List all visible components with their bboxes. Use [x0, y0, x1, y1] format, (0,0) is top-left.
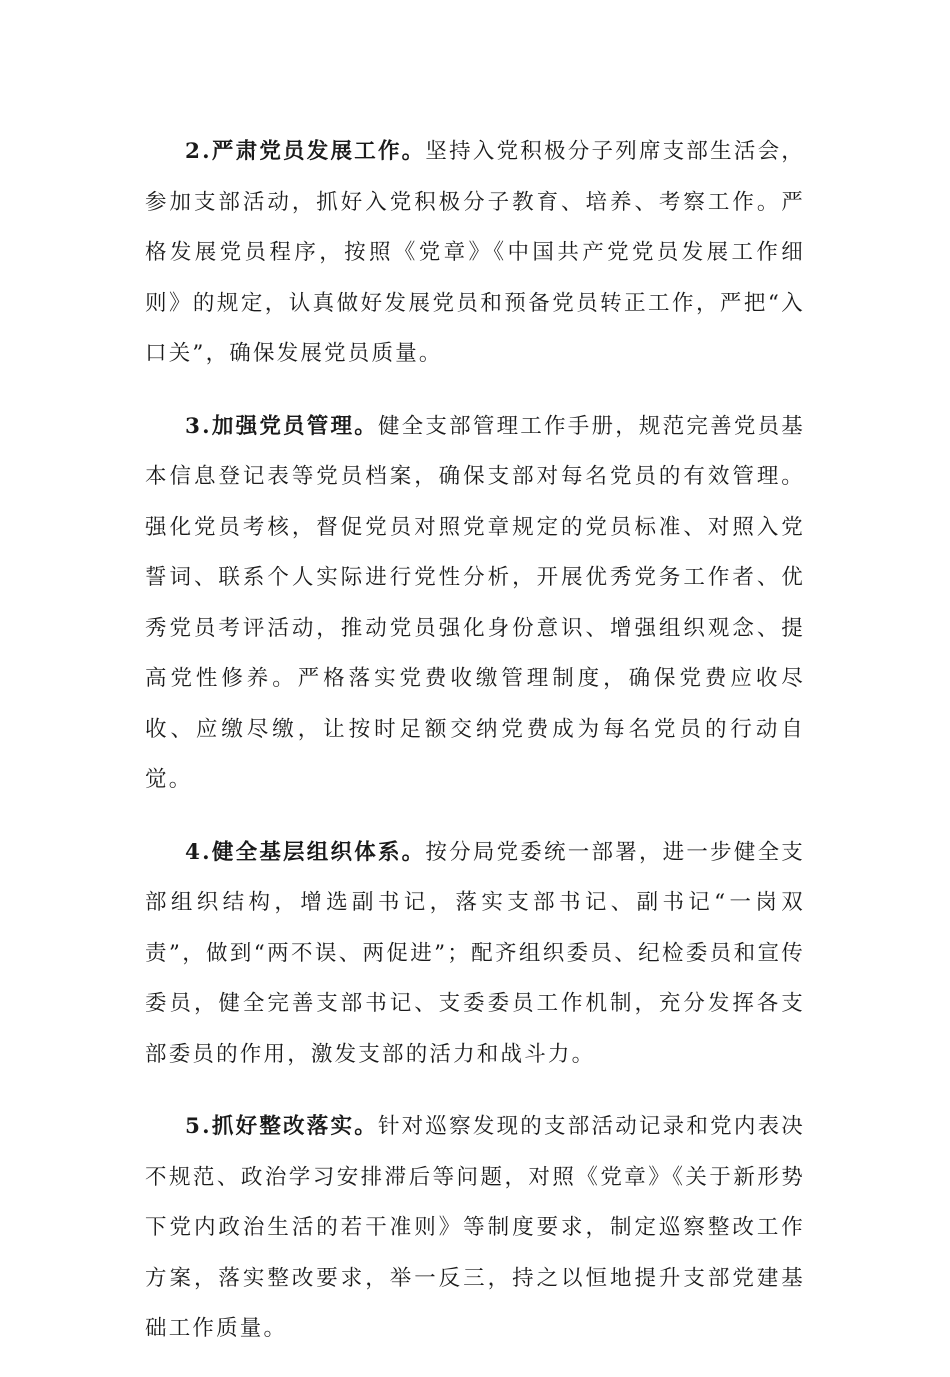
paragraph-heading: 3.加强党员管理。: [185, 413, 378, 439]
paragraph-text: 健全支部管理工作手册，规范完善党员基本信息登记表等党员档案，确保支部对每名党员的有效管理。强化党员考核，督促党员对照党章规定的党员标准、对照入党誓词、联系个人实际进行党性分析，开展优秀党务工作者、优秀党员考评活动，推动党员强化身份意识、增强组织观念、提高党性修养。严格落实党费收缴管理制度，确保党费应收尽收、应缴尽缴，让按时足额交纳党费成为每名党员的行动自觉。: [145, 413, 805, 792]
paragraph-text: 按分局党委统一部署，进一步健全支部组织结构，增选副书记，落实支部书记、副书记“一岗双责”，做到“两不误、两促进”；配齐组织委员、纪检委员和宣传委员，健全完善支部书记、支委委员工作机制，充分发挥各支部委员的作用，激发支部的活力和战斗力。: [145, 839, 805, 1067]
paragraph-grassroots-organization: [145, 828, 805, 1081]
paragraph-heading: 4.健全基层组织体系。: [185, 839, 426, 865]
paragraph-text: 针对巡察发现的支部活动记录和党内表决不规范、政治学习安排滞后等问题，对照《党章》《关于新形势下党内政治生活的若干准则》等制度要求，制定巡察整改工作方案，落实整改要求，举一反三，持之以恒地提升支部党建基础工作质量。: [145, 1114, 805, 1341]
paragraph-party-member-management: [145, 402, 805, 806]
document-body: [145, 127, 805, 1377]
paragraph-rectification: [145, 1102, 805, 1355]
paragraph-heading: 5.抓好整改落实。: [185, 1114, 378, 1139]
paragraph-party-member-development: [145, 127, 805, 380]
paragraph-heading: 2.严肃党员发展工作。: [185, 139, 426, 164]
paragraph-text: 坚持入党积极分子列席支部生活会，参加支部活动，抓好入党积极分子教育、培养、考察工作。严格发展党员程序，按照《党章》《中国共产党党员发展工作细则》的规定，认真做好发展党员和预备党员转正工作，严把“入口关”，确保发展党员质量。: [145, 139, 805, 366]
